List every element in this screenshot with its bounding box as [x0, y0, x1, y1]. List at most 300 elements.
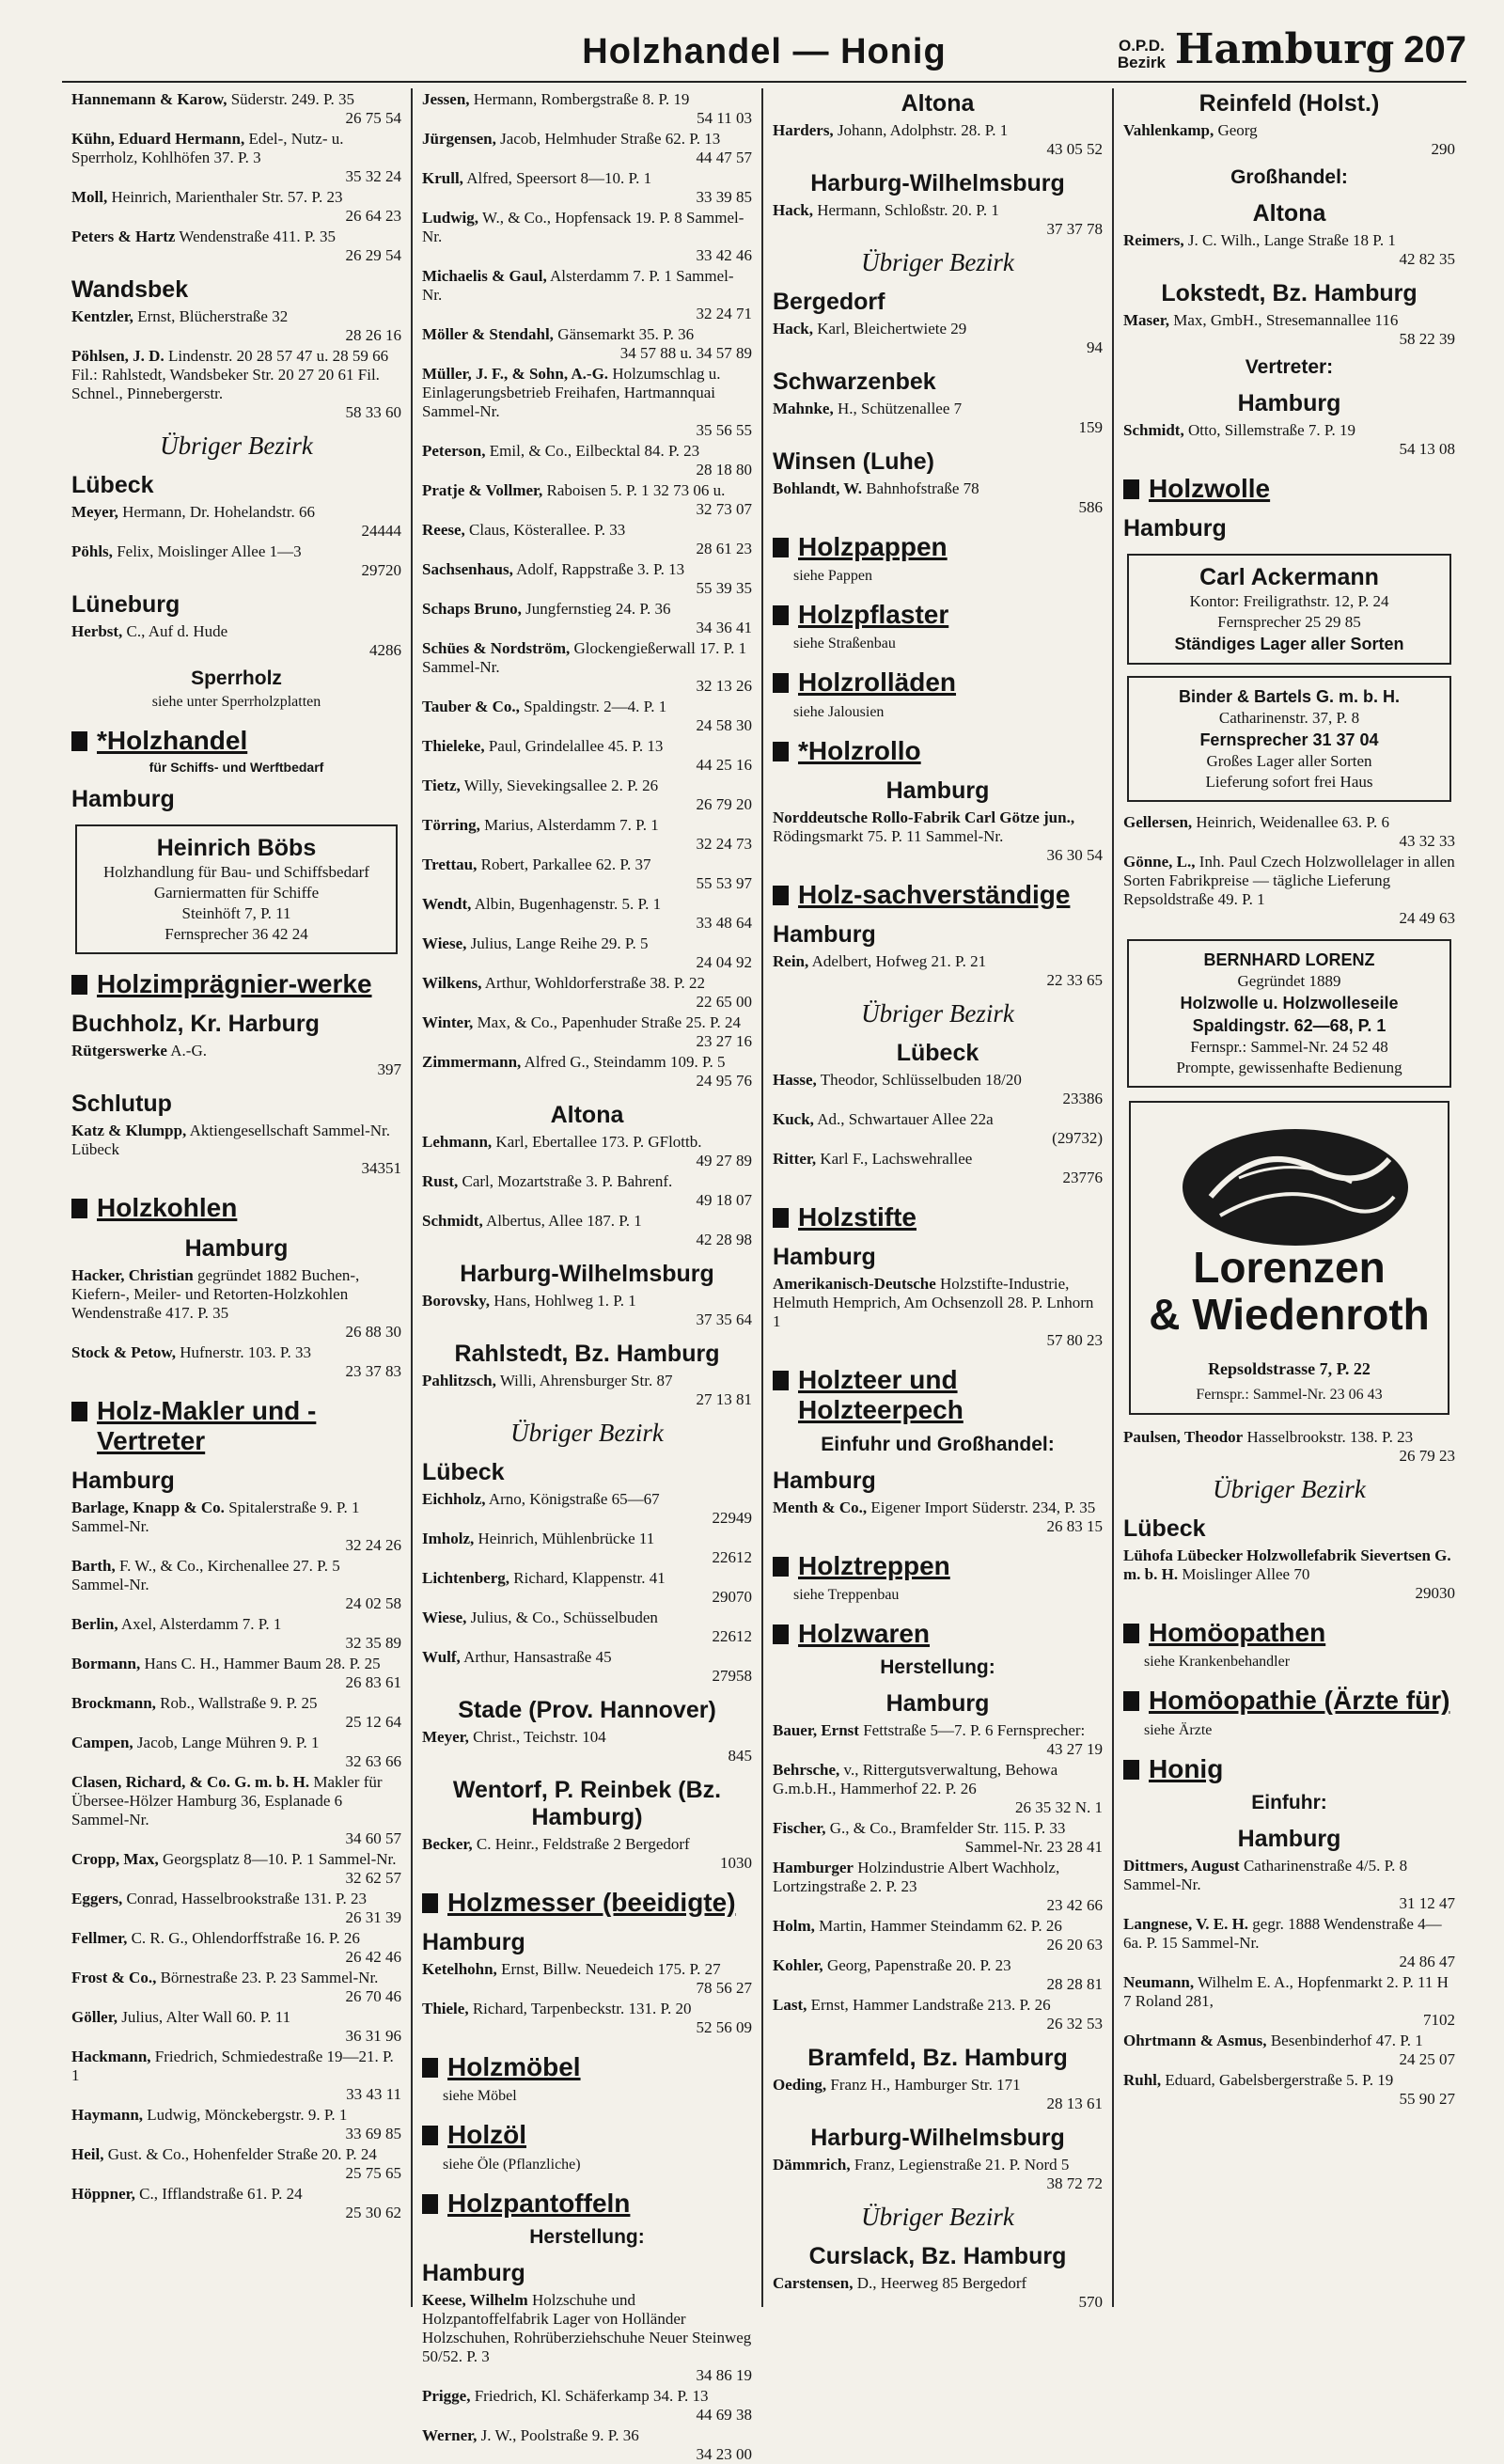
entry-phone: 38 72 72 [1046, 2174, 1103, 2192]
subsection-heading: Einfuhr und Großhandel: [821, 1433, 1055, 1455]
entry [1123, 813, 1455, 851]
advert-logo [1131, 1244, 1448, 1338]
entry-text: Max, GmbH., Stresemannallee 116 [1173, 311, 1399, 329]
entry [422, 816, 752, 854]
entry-phone: 24 25 07 [1399, 2049, 1455, 2068]
see-reference: siehe Krankenbehandler [1144, 1654, 1291, 1671]
location-heading: Lokstedt, Bz. Hamburg [1161, 280, 1418, 306]
entry-text: Edel-, Nutz- u. Sperrholz, Kohlhöfen 37. P. 3 [71, 130, 344, 166]
entry-text: Heinrich, Marienthaler Str. 57. P. 23 [111, 188, 343, 206]
entry [422, 1728, 752, 1766]
section-bullet [773, 538, 789, 557]
entry-name: Wulf, [422, 1648, 461, 1666]
entry-text: Friedrich, Kl. Schäferkamp 34. P. 13 [474, 2386, 709, 2405]
entry [422, 855, 752, 893]
location-heading: Lübeck [422, 1459, 505, 1485]
advert-line: Fernsprecher 25 29 85 [1217, 613, 1361, 632]
section-heading [422, 2120, 752, 2150]
entry-phone: 34 60 57 [345, 1828, 401, 1847]
entry-name: Paulsen, Theodor [1123, 1428, 1244, 1447]
entry-text: Hans C. H., Hammer Baum 28. P. 25 [144, 1654, 381, 1672]
entry [422, 130, 752, 167]
location-heading: Wentorf, P. Reinbek (Bz. Hamburg) [452, 1777, 722, 1830]
entry [773, 1996, 1103, 2033]
entry-phone: 27 13 81 [696, 1390, 752, 1408]
entry-name: Lühofa Lübecker Holzwollefabrik Sievertsen G. m. b. H. [1123, 1546, 1451, 1584]
section-bullet [773, 886, 789, 905]
location-heading: Rahlstedt, Bz. Hamburg [454, 1341, 720, 1367]
entry [773, 1917, 1103, 1954]
opd-text: O.P.D. [1118, 37, 1165, 55]
entry [422, 560, 752, 598]
entry [71, 2185, 401, 2222]
entry-phone: 32 62 57 [345, 1868, 401, 1887]
entry-name: Holm, [773, 1916, 815, 1935]
entry-name: Jessen, [422, 90, 470, 108]
section-heading [773, 1202, 1103, 1232]
section-bullet [422, 2194, 438, 2214]
entry-name: Ruhl, [1123, 2070, 1162, 2089]
section-title: Holzimprägnier-werke [97, 969, 372, 999]
section-title: Holzpantoffeln [447, 2188, 631, 2218]
entry [71, 2106, 401, 2143]
section-bullet [773, 1624, 789, 1644]
region-heading: Übriger Bezirk [861, 248, 1014, 276]
entry-text: Heinrich, Mühlenbrücke 11 [478, 1530, 655, 1547]
entry-name: Behrsche, [773, 1760, 840, 1779]
entry-text: Hasselbrookstr. 138. P. 23 [1246, 1428, 1414, 1447]
entry-name: Heil, [71, 2144, 104, 2163]
entry-name: Dämmrich, [773, 2155, 851, 2174]
entry-name: Ludwig, [422, 209, 478, 227]
entry-text: Hermann, Rombergstraße 8. P. 19 [473, 90, 690, 108]
entry [773, 1110, 1103, 1148]
entry [422, 2387, 752, 2425]
entry-text: Börnestraße 23. P. 23 Sammel-Nr. [160, 1968, 379, 1986]
entry-name: Vahlenkamp, [1123, 121, 1214, 139]
entry-text: C., Ifflandstraße 61. P. 24 [139, 2184, 303, 2203]
region-heading: Übriger Bezirk [160, 432, 313, 460]
entry-text: J. C. Wilh., Lange Straße 18 P. 1 [1187, 231, 1396, 249]
entry [71, 1266, 401, 1342]
entry [422, 521, 752, 558]
subsection-heading: Einfuhr: [1251, 1791, 1327, 1813]
advert-line: Steinhöft 7, P. 11 [181, 904, 291, 923]
entry [71, 1499, 401, 1555]
entry-text: Hufnerstr. 103. P. 33 [180, 1342, 311, 1361]
entry [1123, 853, 1455, 928]
entry-name: Katz & Klumpp, [71, 1122, 187, 1140]
entry-text: Alfred, Speersort 8—10. P. 1 [466, 169, 652, 187]
entry-text: Arthur, Wohldorferstraße 38. P. 22 [484, 974, 705, 992]
section-heading [773, 532, 1103, 562]
entry-phone: 43 27 19 [1046, 1739, 1103, 1758]
entry-name: Moll, [71, 188, 108, 206]
entry-phone: 37 35 64 [696, 1310, 752, 1328]
advert-line: Gegründet 1889 [1237, 972, 1341, 991]
entry [1123, 311, 1455, 349]
entry-name: Hackmann, [71, 2047, 151, 2065]
entry-name: Meyer, [422, 1728, 469, 1746]
entry [71, 1042, 401, 1079]
section-bullet [773, 1208, 789, 1228]
entry-name: Pratje & Vollmer, [422, 481, 543, 499]
entry [71, 90, 401, 128]
entry-phone: 52 56 09 [696, 2018, 752, 2037]
entry [422, 267, 752, 323]
entry [71, 622, 401, 660]
entry-text: Eigener Import Süderstr. 234, P. 35 [870, 1498, 1096, 1516]
entry-text: Albertus, Allee 187. P. 1 [486, 1212, 642, 1230]
entry [71, 1615, 401, 1653]
advert-line: Fernspr.: Sammel-Nr. 24 52 48 [1190, 1038, 1388, 1057]
entry [71, 1929, 401, 1967]
entry [422, 1960, 752, 1998]
entry [422, 90, 752, 128]
entry-phone: 25 12 64 [345, 1712, 401, 1731]
entry-text: J. W., Poolstraße 9. P. 36 [480, 2425, 639, 2444]
entry-phone: 24 58 30 [696, 716, 752, 734]
advert-line: Catharinenstr. 37, P. 8 [1218, 709, 1360, 728]
location-heading: Wandsbek [71, 276, 189, 303]
section-bullet [422, 2126, 438, 2145]
entry [1123, 1973, 1455, 2030]
entry [1123, 1915, 1455, 1971]
entry-phone: 36 31 96 [345, 2026, 401, 2045]
entry-name: Wilkens, [422, 974, 482, 992]
entry [1123, 231, 1455, 269]
entry [773, 2156, 1103, 2193]
column-3 [763, 88, 1114, 2311]
entry-text: Axel, Alsterdamm 7. P. 1 [120, 1614, 282, 1633]
section-heading [1123, 1686, 1455, 1716]
entry [1123, 1857, 1455, 1913]
entry [773, 952, 1103, 990]
entry-text: Alsterdamm 7. P. 1 Sammel-Nr. [422, 267, 734, 304]
entry-name: Rust, [422, 1172, 459, 1190]
advert-line: Prompte, gewissenhafte Bedienung [1176, 1059, 1402, 1077]
entry [422, 934, 752, 972]
entry [773, 2274, 1103, 2312]
entry-phone: 43 32 33 [1399, 832, 1455, 851]
entry-text: C., Auf d. Hude [126, 622, 228, 640]
entry-phone: 32 13 26 [696, 677, 752, 695]
entry-phone: 34 36 41 [696, 619, 752, 636]
entry-text: gegründet 1882 Buchen-, Kiefern-, Meiler- und Retorten-Holzkohlen Wendenstraße 417. P. 35 [71, 1265, 360, 1322]
entry [422, 600, 752, 637]
entry-phone: 28 28 81 [1046, 1974, 1103, 1993]
entry-phone: 43 05 52 [1046, 140, 1103, 158]
entry [422, 639, 752, 696]
entry [422, 209, 752, 265]
entry-text: Aktiengesellschaft Sammel-Nr. Lübeck [71, 1122, 391, 1159]
section-title: Holzöl [447, 2120, 526, 2150]
location-heading: Hamburg [1237, 1825, 1341, 1852]
entry-phone: 26 29 54 [345, 246, 401, 264]
entry-text: Holzindustrie Albert Wachholz, Lortzingstraße 2. P. 23 [773, 1858, 1060, 1895]
entry-text: Otto, Sillemstraße 7. P. 19 [1187, 421, 1355, 439]
entry [773, 1819, 1103, 1857]
entry-phone: 28 18 80 [696, 461, 752, 479]
location-heading: Hamburg [71, 786, 175, 813]
section-heading [1123, 474, 1455, 504]
entry-name: Werner, [422, 2425, 478, 2444]
entry-text: Karl, Bleichertwiete 29 [817, 320, 967, 337]
advert-box [75, 824, 398, 954]
entry-phone: 33 39 85 [696, 188, 752, 206]
entry [773, 479, 1103, 517]
section-title: *Holzhandel [97, 726, 248, 755]
entry-phone: 28 13 61 [1046, 2094, 1103, 2112]
entry-text: Theodor, Schlüsselbuden 18/20 [820, 1070, 1022, 1089]
entry-name: Cropp, Max, [71, 1849, 159, 1868]
entry-phone: 32 73 07 [696, 500, 752, 518]
entry-name: Neumann, [1123, 1972, 1195, 1991]
entry-phone: 44 47 57 [696, 149, 752, 166]
entry-text: Eduard, Gabelsbergerstraße 5. P. 19 [1165, 2070, 1394, 2089]
page-header [62, 26, 1466, 83]
section-title: Holzkohlen [97, 1193, 238, 1223]
entry [71, 1122, 401, 1178]
entry-text: F. W., & Co., Kirchenallee 27. P. 5 Sammel-Nr. [71, 1556, 340, 1593]
entry-name: Wiese, [422, 934, 467, 952]
entry-name: Hack, [773, 201, 813, 219]
entry-phone: 26 20 63 [1046, 1935, 1103, 1954]
entry-name: Ketelhohn, [422, 1960, 497, 1979]
entry-name: Zimmermann, [422, 1053, 522, 1071]
entry-name: Frost & Co., [71, 1968, 157, 1986]
entry-name: Eichholz, [422, 1490, 486, 1508]
entry-phone: 78 56 27 [696, 1979, 752, 1998]
entry-phone: 25 75 65 [345, 2163, 401, 2182]
entry-phone: 42 28 98 [696, 1231, 752, 1248]
region-heading: Übriger Bezirk [861, 998, 1014, 1028]
section-heading [773, 736, 1103, 766]
section-bullet [422, 2058, 438, 2078]
entry-text: A.-G. [170, 1042, 207, 1060]
entry-name: Rütgerswerke [71, 1042, 167, 1060]
subsection-heading: Großhandel: [1230, 166, 1348, 188]
entry-text: Makler für Übersee-Hölzer Hamburg 36, Esplanade 6 Sammel-Nr. [71, 1772, 383, 1828]
entry [71, 307, 401, 345]
entry-text: G., & Co., Bramfelder Str. 115. P. 33 [829, 1818, 1066, 1837]
entry-name: Norddeutsche Rollo-Fabrik Carl Götze jun., [773, 808, 1075, 826]
entry-phone: 49 27 89 [696, 1152, 752, 1169]
section-bullet [71, 1402, 87, 1421]
entry-text: Gust. & Co., Hohenfelder Straße 20. P. 24 [107, 2144, 377, 2163]
entry [71, 1694, 401, 1732]
entry-name: Prigge, [422, 2386, 471, 2405]
entry-name: Becker, [422, 1835, 473, 1853]
see-reference: siehe unter Sperrholzplatten [151, 694, 321, 710]
see-reference: siehe Jalousien [793, 703, 885, 720]
section-bullet [773, 742, 789, 761]
entry-name: Jürgensen, [422, 130, 496, 148]
entry-name: Hack, [773, 320, 813, 337]
section-title: Honig [1149, 1753, 1224, 1783]
entry [71, 1734, 401, 1771]
entry-phone: 34 57 88 u. 34 57 89 [619, 344, 752, 362]
advert-line: Fernsprecher 36 42 24 [164, 925, 308, 944]
entry-phone: 159 [1078, 418, 1103, 436]
entry-name: Barlage, Knapp & Co. [71, 1498, 225, 1516]
entry-phone: 24444 [361, 522, 401, 540]
location-heading: Altona [901, 90, 975, 117]
entry-phone: 29030 [1415, 1584, 1455, 1603]
entry-phone: 29070 [712, 1588, 752, 1606]
entry-text: Adelbert, Hofweg 21. P. 21 [811, 951, 987, 970]
entry-phone: 845 [728, 1747, 752, 1765]
location-heading: Stade (Prov. Hannover) [458, 1697, 716, 1723]
entry-name: Fischer, [773, 1818, 826, 1837]
location-heading: Reinfeld (Holst.) [1198, 90, 1380, 117]
location-heading: Lübeck [896, 1039, 979, 1066]
entry-name: Kühn, Eduard Hermann, [71, 130, 245, 148]
entry [71, 542, 401, 580]
entry-name: Göller, [71, 2007, 118, 2026]
section-bullet [1123, 479, 1139, 499]
entry [71, 130, 401, 186]
entry [1123, 421, 1455, 459]
entry [773, 808, 1103, 865]
entry-phone: 49 18 07 [696, 1191, 752, 1209]
entry-phone: 33 43 11 [346, 2084, 401, 2103]
entry-name: Reese, [422, 521, 465, 539]
entry-phone: 24 95 76 [696, 1072, 752, 1090]
entry [422, 895, 752, 933]
entry-text: C. Heinr., Feldstraße 2 Bergedorf [476, 1835, 690, 1853]
entry-phone: 57 80 23 [1046, 1331, 1103, 1350]
advert-line: Kontor: Freiligrathstr. 12, P. 24 [1189, 592, 1389, 611]
section-bullet [71, 1199, 87, 1218]
entry-name: Winter, [422, 1013, 474, 1031]
section-bullet [773, 673, 789, 693]
entry-name: Schmidt, [422, 1212, 483, 1230]
entry-phone: 36 30 54 [1046, 845, 1103, 864]
entry-phone: 33 42 46 [696, 246, 752, 264]
entry-text: Fettstraße 5—7. P. 6 Fernsprecher: [863, 1720, 1086, 1739]
entry [422, 325, 752, 363]
entry-name: Pahlitzsch, [422, 1372, 496, 1389]
entry-name: Pöhlsen, J. D. [71, 347, 164, 365]
entry [71, 1557, 401, 1613]
category-heading: Sperrholz [191, 667, 282, 689]
entry-name: Hasse, [773, 1070, 817, 1089]
entry-text: Jacob, Helmhuder Straße 62. P. 13 [500, 130, 721, 148]
entry-phone: 32 24 73 [696, 835, 752, 853]
subsection-heading: Herstellung: [880, 1656, 995, 1678]
entry-text: Jungfernstieg 24. P. 36 [525, 600, 671, 618]
location-heading: Buchholz, Kr. Harburg [71, 1011, 320, 1038]
entry-text: Ernst, Hammer Landstraße 213. P. 26 [810, 1995, 1051, 2014]
section-bullet [71, 731, 87, 751]
entry-text: Rob., Wallstraße 9. P. 25 [160, 1693, 318, 1712]
section-title: *Holzrollo [798, 735, 921, 765]
entry [422, 1372, 752, 1409]
entry-text: gegr. 1888 Wendenstraße 4—6a. P. 15 Sammel-Nr. [1123, 1914, 1442, 1952]
entry-text: Conrad, Hasselbrookstraße 131. P. 23 [126, 1889, 367, 1907]
entry-text: Hermann, Dr. Hohelandstr. 66 [122, 503, 316, 521]
entry [71, 2145, 401, 2183]
entry [422, 1292, 752, 1329]
entry-text: Friedrich, Schmiedestraße 19—21. P. 1 [71, 2047, 394, 2084]
entry [773, 1859, 1103, 1915]
entry-phone: 31 12 47 [1399, 1893, 1455, 1912]
entry-text: Julius, Alter Wall 60. P. 11 [121, 2007, 291, 2026]
advert-box [1127, 554, 1451, 665]
entry-phone: Sammel-Nr. 23 28 41 [964, 1837, 1103, 1856]
entry [1123, 2032, 1455, 2069]
illustrated-advert [1129, 1101, 1449, 1415]
entry-text: Willi, Ahrensburger Str. 87 [499, 1372, 673, 1389]
entry-text: Franz, Legienstraße 21. P. Nord 5 [854, 2155, 1070, 2174]
entry-name: Höppner, [71, 2184, 135, 2203]
section-title: Holzwolle [1149, 474, 1271, 503]
location-heading: Lübeck [71, 472, 154, 498]
section-title: Holzmesser (beeidigte) [447, 1888, 736, 1917]
entry-text: D., Heerweg 85 Bergedorf [856, 2273, 1027, 2292]
entry-phone: 24 04 92 [696, 953, 752, 971]
section-heading [1123, 1754, 1455, 1784]
entry [773, 201, 1103, 239]
section-bullet [71, 975, 87, 995]
columns [62, 88, 1466, 2463]
entry-text: Jacob, Lange Mühren 9. P. 1 [136, 1733, 320, 1751]
entry [422, 1013, 752, 1051]
section-title: Holzrolläden [798, 667, 957, 698]
section-heading [71, 969, 401, 999]
entry-name: Borovsky, [422, 1292, 490, 1310]
entry-name: Eggers, [71, 1889, 123, 1907]
advert-line: Holzhandlung für Bau- und Schiffsbedarf [103, 863, 369, 882]
see-reference: siehe Öle (Pflanzliche) [443, 2156, 581, 2173]
location-heading: Hamburg [422, 2259, 525, 2286]
entry-phone: 24 49 63 [1399, 909, 1455, 928]
entry-text: Julius, Lange Reihe 29. P. 5 [470, 934, 649, 952]
entry-name: Peterson, [422, 442, 486, 460]
entry-phone: 55 39 35 [696, 579, 752, 597]
section-heading [773, 600, 1103, 630]
advert-line: Ständiges Lager aller Sorten [1174, 635, 1404, 654]
entry-name: Michaelis & Gaul, [422, 267, 547, 285]
entry-phone: 32 35 89 [345, 1633, 401, 1652]
entry-phone: 32 24 71 [696, 305, 752, 322]
entry-phone: 26 31 39 [345, 1907, 401, 1926]
entry-text: Paul, Grindelallee 45. P. 13 [488, 737, 664, 755]
entry-text: Georgsplatz 8—10. P. 1 Sammel-Nr. [162, 1849, 397, 1868]
location-heading: Winsen (Luhe) [773, 448, 934, 475]
region-heading: Übriger Bezirk [1213, 1475, 1366, 1504]
entry-text: Max, & Co., Papenhuder Straße 25. P. 24 [477, 1013, 742, 1031]
entry-text: Holzstifte-Industrie, Helmuth Hemprich, Am Ochsenzoll 28. P. Lnhorn 1 [773, 1275, 1094, 1331]
entry-text: Claus, Kösterallee. P. 33 [469, 521, 626, 539]
entry [422, 1053, 752, 1091]
entry-text: Ernst, Billw. Neuedeich 175. P. 27 [501, 1960, 721, 1979]
entry-name: Brockmann, [71, 1693, 156, 1712]
location-heading: Lübeck [1123, 1515, 1206, 1543]
entry-name: Langnese, V. E. H. [1123, 1914, 1249, 1933]
entry [773, 320, 1103, 357]
entry-phone: 33 48 64 [696, 914, 752, 932]
entry [1123, 121, 1455, 159]
entry-name: Sachsenhaus, [422, 560, 513, 578]
entry-text: Johann, Adolphstr. 28. P. 1 [837, 121, 1009, 139]
entry-phone: 22612 [712, 1548, 752, 1566]
entry [71, 1850, 401, 1888]
entry-text: Karl, Ebertallee 173. P. GFlottb. [495, 1133, 702, 1151]
section-title: Holztreppen [798, 1550, 950, 1580]
entry-phone: 54 13 08 [1399, 440, 1455, 458]
